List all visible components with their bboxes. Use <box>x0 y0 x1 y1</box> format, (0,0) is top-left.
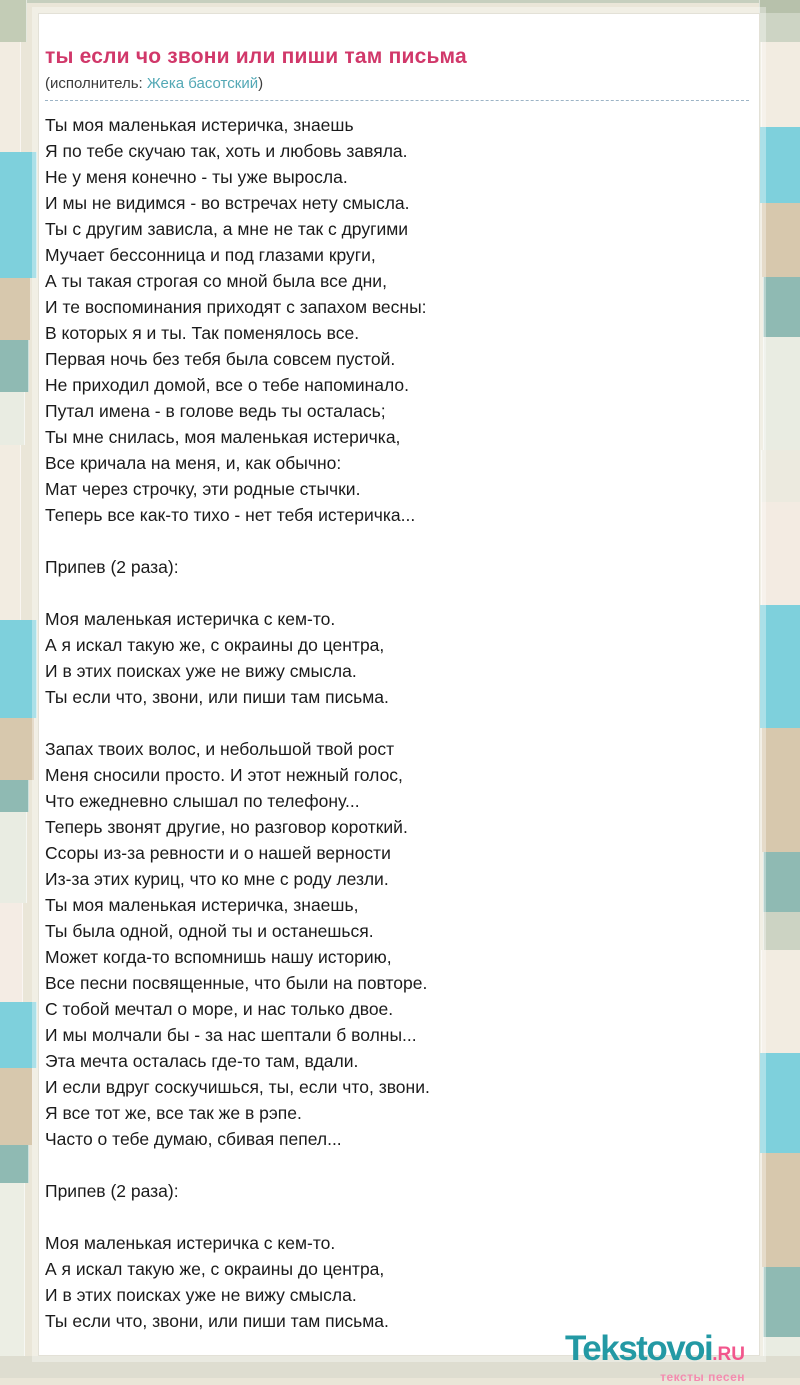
lyric-line: Ты если что, звони, или пиши там письма. <box>45 1311 389 1331</box>
lyric-line: И в этих поисках уже не вижу смысла. <box>45 1285 357 1305</box>
stripe-segment <box>0 152 37 278</box>
lyric-line: Не у меня конечно - ты уже выросла. <box>45 167 348 187</box>
lyric-line: Первая ночь без тебя была совсем пустой. <box>45 349 396 369</box>
song-header <box>45 44 749 101</box>
page-title: ты если чо звони или пиши там письма <box>45 45 467 68</box>
lyric-line: Часто о тебе думаю, сбивая пепел... <box>45 1129 342 1149</box>
lyric-line: Ты мне снилась, моя маленькая истеричка, <box>45 427 401 447</box>
lyric-blank-line <box>45 1152 749 1178</box>
lyric-line: И если вдруг соскучишься, ты, если что, звони. <box>45 1077 430 1097</box>
stripe-segment <box>763 1267 800 1337</box>
lyric-line: Теперь все как-то тихо - нет тебя истеричка... <box>45 505 416 525</box>
stripe-segment <box>761 450 800 502</box>
left-stripe-band <box>0 0 37 1360</box>
stripe-segment <box>0 1068 33 1145</box>
stripe-segment <box>763 912 800 950</box>
lyric-line: Что ежедневно слышал по телефону... <box>45 791 360 811</box>
lyric-line: В которых я и ты. Так поменялось все. <box>45 323 360 343</box>
site-logo-name[interactable]: Tekstovoi <box>564 1329 713 1368</box>
lyrics-text <box>45 112 749 1334</box>
stripe-segment <box>0 340 29 392</box>
stripe-segment <box>0 278 31 340</box>
lyric-line: Моя маленькая истеричка с кем-то. <box>45 1233 336 1253</box>
lyric-line: Не приходил домой, все о тебе напоминало. <box>45 375 410 395</box>
lyric-blank-line <box>45 580 749 606</box>
site-logo-domain[interactable]: .RU <box>712 1344 745 1365</box>
lyric-line: Все песни посвященные, что были на повторе. <box>45 973 428 993</box>
lyric-line: Мучает бессонница и под глазами круги, <box>45 245 376 265</box>
content-card <box>38 13 760 1384</box>
stripe-segment <box>761 1153 800 1267</box>
lyric-line: И те воспоминания приходят с запахом весны: <box>45 297 427 317</box>
lyric-line: Эта мечта осталась где-то там, вдали. <box>45 1051 359 1071</box>
lyric-line: Ты моя маленькая истеричка, знаешь <box>45 115 354 135</box>
lyric-line: И в этих поисках уже не вижу смысла. <box>45 661 357 681</box>
lyric-line: А я искал такую же, с окраины до центра, <box>45 635 385 655</box>
stripe-segment <box>761 203 800 277</box>
artist-line <box>45 74 749 93</box>
lyric-line: Путал имена - в голове ведь ты осталась; <box>45 401 386 421</box>
lyric-line: Ты если что, звони, или пиши там письма. <box>45 687 389 707</box>
stripe-segment <box>0 0 27 42</box>
lyric-line: А ты такая строгая со мной была все дни, <box>45 271 387 291</box>
stripe-segment <box>0 780 29 812</box>
lyric-line: Моя маленькая истеричка с кем-то. <box>45 609 336 629</box>
lyric-line: И мы молчали бы - за нас шептали б волны... <box>45 1025 417 1045</box>
artist-suffix: ) <box>258 75 264 92</box>
stripe-segment <box>759 605 800 728</box>
artist-link[interactable]: Жека басотский <box>146 75 259 92</box>
stripe-segment <box>759 13 800 42</box>
stripe-segment <box>763 277 800 337</box>
lyric-line: Ты была одной, одной ты и останешься. <box>45 921 374 941</box>
stripe-segment <box>0 903 23 1002</box>
lyric-line: А я искал такую же, с окраины до центра, <box>45 1259 385 1279</box>
stripe-segment <box>759 0 800 13</box>
stripe-segment <box>0 812 27 903</box>
lyric-line: Может когда-то вспомнишь нашу историю, <box>45 947 392 967</box>
lyric-line: Из-за этих куриц, что ко мне с роду лезли. <box>45 869 389 889</box>
stripe-segment <box>0 445 21 620</box>
stripe-segment <box>759 127 800 203</box>
lyric-line: Запах твоих волос, и небольшой твой рост <box>45 739 395 759</box>
lyric-line: Я все тот же, все так же в рэпе. <box>45 1103 302 1123</box>
stripe-segment <box>761 502 800 605</box>
lyric-line: Ты моя маленькая истеричка, знаешь, <box>45 895 359 915</box>
lyric-line: Теперь звонят другие, но разговор короткий. <box>45 817 408 837</box>
lyric-line: Припев (2 раза): <box>45 1181 179 1201</box>
lyric-line: Меня сносили просто. И этот нежный голос, <box>45 765 403 785</box>
artist-prefix: (исполнитель: <box>45 75 147 92</box>
stripe-segment <box>0 1183 25 1360</box>
stripe-segment <box>759 1053 800 1153</box>
lyric-line: Все кричала на меня, и, как обычно: <box>45 453 342 473</box>
lyric-line: Припев (2 раза): <box>45 557 179 577</box>
stripe-segment <box>763 852 800 912</box>
lyric-line: Ссоры из-за ревности и о нашей верности <box>45 843 391 863</box>
stripe-segment <box>761 42 800 127</box>
site-logo-wordmark[interactable] <box>564 1329 745 1371</box>
stripe-segment <box>0 620 37 718</box>
stripe-segment <box>0 392 25 445</box>
stripe-segment <box>761 728 800 852</box>
top-border-line <box>0 0 800 3</box>
site-logo-tagline: тексты песен <box>660 1370 745 1384</box>
site-logo[interactable] <box>564 1329 745 1384</box>
lyric-line: Я по тебе скучаю так, хоть и любовь завяла. <box>45 141 408 161</box>
stripe-segment <box>0 1002 37 1068</box>
stripe-segment <box>0 42 21 152</box>
right-stripe-band <box>759 0 800 1360</box>
lyric-line: И мы не видимся - во встречах нету смысла. <box>45 193 410 213</box>
stripe-segment <box>763 337 800 450</box>
lyric-blank-line <box>45 710 749 736</box>
lyric-line: Ты с другим зависла, а мне не так с другими <box>45 219 409 239</box>
stripe-segment <box>0 718 35 780</box>
lyric-line: Мат через строчку, эти родные стычки. <box>45 479 361 499</box>
stripe-segment <box>761 950 800 1053</box>
lyric-line: С тобой мечтал о море, и нас только двое. <box>45 999 394 1019</box>
lyric-blank-line <box>45 528 749 554</box>
lyric-blank-line <box>45 1204 749 1230</box>
stripe-segment <box>0 1145 29 1183</box>
